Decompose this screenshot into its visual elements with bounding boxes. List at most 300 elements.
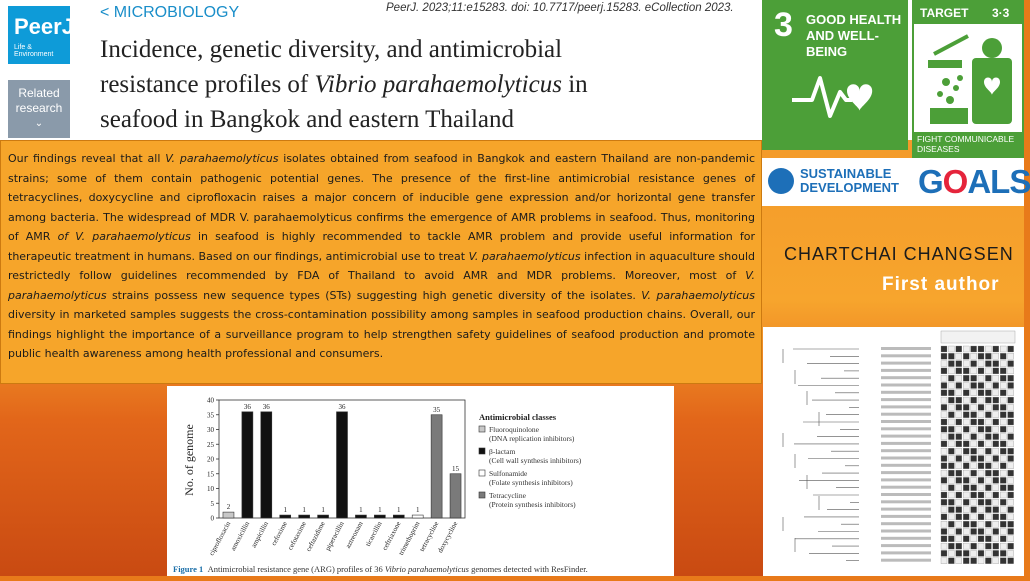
gene-cell — [985, 346, 991, 352]
gene-cell — [971, 514, 977, 520]
title-line-1: Incidence, genetic diversity, and antimicrobial — [100, 36, 563, 63]
bar-ticarcillin — [374, 515, 385, 518]
gene-cell — [985, 463, 991, 469]
gene-cell — [956, 536, 962, 542]
gene-cell — [941, 470, 947, 476]
gene-cell — [978, 383, 984, 389]
gene-cell — [978, 404, 984, 410]
gene-cell — [1000, 514, 1006, 520]
bar-ceftazidime — [318, 515, 329, 518]
phylogenetic-tree-figure — [763, 327, 1024, 576]
gene-cell — [971, 441, 977, 447]
sample-text-line — [881, 500, 931, 503]
gene-cell — [985, 441, 991, 447]
gene-cell — [985, 397, 991, 403]
gene-cell — [971, 368, 977, 374]
species-name: V. parahaemolyticus — [8, 269, 755, 302]
gene-cell — [985, 368, 991, 374]
gene-cell — [978, 507, 984, 513]
gene-cell — [956, 507, 962, 513]
gene-cell — [963, 390, 969, 396]
gene-cell — [971, 536, 977, 542]
gene-cell — [941, 529, 947, 535]
gene-cell — [985, 419, 991, 425]
gene-cell — [1008, 390, 1014, 396]
gene-cell — [1008, 368, 1014, 374]
gene-cell — [978, 463, 984, 469]
sample-text-line — [881, 559, 931, 562]
gene-cell — [963, 456, 969, 462]
gene-cell — [941, 463, 947, 469]
gene-cell — [963, 558, 969, 564]
gene-cell — [978, 470, 984, 476]
gene-cell — [963, 361, 969, 367]
gene-cell — [1000, 419, 1006, 425]
data-label: 1 — [397, 506, 401, 515]
sample-text-line — [881, 457, 931, 460]
gene-cell — [956, 492, 962, 498]
title-line-2a: resistance profiles of — [100, 71, 315, 98]
gene-cell — [948, 521, 954, 527]
sdg-goal-number: 3 — [774, 6, 793, 44]
gene-cell — [993, 529, 999, 535]
related-label-2: research — [15, 101, 63, 115]
logo-subtitle: Life & Environment — [14, 44, 54, 58]
gene-cell — [941, 346, 947, 352]
gene-cell — [956, 485, 962, 491]
sample-text-line — [881, 435, 931, 438]
gene-cell — [1000, 477, 1006, 483]
gene-cell — [971, 361, 977, 367]
abstract-run: infection in aquaculture should restrictedly follow guidelines recommended by FDA of Thailand to avoid AMR and MDR problems. Moreover, most of — [8, 249, 755, 282]
gene-cell — [993, 543, 999, 549]
gene-cell — [941, 368, 947, 374]
gene-cell — [1000, 361, 1006, 367]
gene-cell — [956, 353, 962, 359]
data-label: 36 — [243, 402, 251, 411]
gene-cell — [956, 397, 962, 403]
category-label: ceftazidime — [304, 520, 327, 553]
gene-cell — [978, 419, 984, 425]
sample-text-line — [881, 347, 931, 350]
sample-text-line — [881, 449, 931, 452]
related-label-1: Related — [18, 86, 60, 100]
gene-cell — [941, 390, 947, 396]
gene-cell — [948, 514, 954, 520]
gene-cell — [941, 514, 947, 520]
gene-cell — [963, 477, 969, 483]
gene-cell — [1000, 368, 1006, 374]
gene-cell — [985, 477, 991, 483]
gene-header — [941, 331, 1015, 343]
gene-cell — [993, 536, 999, 542]
related-research-button[interactable] — [8, 80, 70, 138]
gene-cell — [963, 485, 969, 491]
gene-cell — [948, 529, 954, 535]
gene-cell — [985, 426, 991, 432]
gene-cell — [993, 485, 999, 491]
gene-cell — [993, 426, 999, 432]
gene-cell — [948, 361, 954, 367]
abstract-run: diversity in marketed samples suggests the cross-contamination possibility among samples in seafood production chains. Overall, our findings highlight the importance of a surveillance program to help strengthen safety guidelines of seafood production and promote public health awareness among health professional and consumers. — [8, 308, 755, 360]
gene-cell — [941, 558, 947, 564]
logo-name: PeerJ — [14, 14, 74, 39]
sample-text-line — [881, 398, 931, 401]
gene-cell — [1000, 353, 1006, 359]
gene-cell — [1000, 470, 1006, 476]
gene-cell — [1008, 404, 1014, 410]
gene-cell — [1008, 426, 1014, 432]
gene-cell — [941, 550, 947, 556]
sample-text-line — [881, 376, 931, 379]
author-name: CHARTCHAI CHANGSEN — [784, 244, 1014, 264]
gene-cell — [1008, 521, 1014, 527]
data-label: 1 — [321, 506, 325, 515]
gene-cell — [978, 426, 984, 432]
gene-cell — [941, 485, 947, 491]
sample-text-line — [881, 354, 931, 357]
gene-cell — [1000, 434, 1006, 440]
gene-cell — [1008, 507, 1014, 513]
gene-cell — [993, 390, 999, 396]
gene-cell — [948, 558, 954, 564]
gene-cell — [1008, 543, 1014, 549]
gene-cell — [948, 448, 954, 454]
gene-cell — [985, 383, 991, 389]
species-name: of V. parahaemolyticus — [57, 230, 191, 243]
gene-cell — [978, 550, 984, 556]
sample-text-line — [881, 464, 931, 467]
gene-cell — [985, 485, 991, 491]
y-tick-label: 40 — [207, 396, 214, 405]
gene-cell — [941, 456, 947, 462]
y-tick-label: 25 — [207, 440, 214, 449]
gene-cell — [956, 477, 962, 483]
gene-cell — [978, 529, 984, 535]
gene-cell — [941, 434, 947, 440]
bar-amoxicillin — [242, 412, 253, 518]
gene-cell — [1000, 375, 1006, 381]
bar-ciprofloxacin — [223, 512, 234, 518]
gene-cell — [963, 521, 969, 527]
gene-cell — [971, 375, 977, 381]
gene-cell — [1000, 463, 1006, 469]
gene-cell — [985, 514, 991, 520]
gene-cell — [956, 470, 962, 476]
legend-label: Tetracycline — [489, 491, 526, 500]
gene-cell — [1000, 397, 1006, 403]
y-tick-label: 5 — [210, 499, 214, 508]
gene-cell — [956, 499, 962, 505]
gene-cell — [948, 404, 954, 410]
category-label: ceftriaxone — [380, 520, 403, 552]
gene-cell — [993, 441, 999, 447]
sample-text-line — [881, 486, 931, 489]
gene-cell — [971, 492, 977, 498]
gene-cell — [948, 368, 954, 374]
y-tick-label: 0 — [210, 514, 214, 523]
figure-1-panel — [167, 386, 674, 576]
gene-cell — [993, 499, 999, 505]
gene-cell — [971, 470, 977, 476]
gene-cell — [1008, 456, 1014, 462]
sample-text-line — [881, 391, 931, 394]
gene-cell — [963, 550, 969, 556]
gene-cell — [956, 426, 962, 432]
category-label: tetracycline — [417, 520, 441, 553]
gene-cell — [1000, 456, 1006, 462]
gene-cell — [993, 361, 999, 367]
gene-cell — [971, 397, 977, 403]
species-name: V. parahaemolyticus — [468, 249, 581, 263]
sample-text-line — [881, 551, 931, 554]
gene-cell — [1008, 536, 1014, 542]
gene-cell — [978, 375, 984, 381]
gene-cell — [941, 397, 947, 403]
gene-cell — [971, 390, 977, 396]
legend-label: Fluoroquinolone — [489, 425, 539, 434]
gene-cell — [971, 353, 977, 359]
gene-cell — [1008, 375, 1014, 381]
gene-cell — [978, 521, 984, 527]
data-label: 36 — [338, 402, 346, 411]
gene-cell — [948, 463, 954, 469]
sample-text-line — [881, 544, 931, 547]
sample-text-line — [881, 493, 931, 496]
gene-cell — [941, 521, 947, 527]
sample-text-line — [881, 471, 931, 474]
sdg-banner-words: SUSTAINABLE DEVELOPMENT — [800, 166, 899, 195]
author-role: First author — [882, 274, 1000, 295]
sdg-banner — [762, 158, 1030, 206]
article-header — [0, 0, 762, 140]
gene-cell — [948, 536, 954, 542]
gene-cell — [963, 397, 969, 403]
gene-cell — [978, 397, 984, 403]
gene-cell — [956, 514, 962, 520]
chart-bars — [208, 403, 461, 557]
gene-cell — [1000, 507, 1006, 513]
sample-text-line — [881, 537, 931, 540]
sample-text-line — [881, 413, 931, 416]
gene-cell — [978, 361, 984, 367]
category-label: ciprofloxacin — [207, 520, 233, 557]
y-tick-label: 30 — [207, 426, 214, 434]
gene-cell — [941, 361, 947, 367]
gene-cell — [956, 448, 962, 454]
gene-cell — [978, 485, 984, 491]
data-label: 36 — [262, 402, 270, 411]
gene-cell — [993, 368, 999, 374]
gene-cell — [1008, 492, 1014, 498]
bar-cefoxime — [280, 515, 291, 518]
gene-cell — [978, 543, 984, 549]
sdg-target-tile — [912, 0, 1024, 158]
gene-cell — [956, 346, 962, 352]
gene-cell — [963, 346, 969, 352]
gene-cell — [993, 521, 999, 527]
gene-cell — [971, 529, 977, 535]
gene-cell — [956, 529, 962, 535]
bar-cefotaxime — [299, 515, 310, 518]
gene-cell — [963, 404, 969, 410]
gene-cell — [1000, 441, 1006, 447]
gene-cell — [963, 514, 969, 520]
gene-cell — [1008, 514, 1014, 520]
gene-cell — [978, 456, 984, 462]
legend-sublabel: (Cell wall synthesis inhibitors) — [489, 456, 582, 465]
gene-cell — [1000, 426, 1006, 432]
phylogenetic-tree-panel — [763, 327, 1024, 576]
gene-cell — [963, 463, 969, 469]
gene-cell — [985, 361, 991, 367]
gene-cell — [1008, 463, 1014, 469]
category-label: amoxicillin — [229, 520, 252, 553]
gene-cell — [948, 543, 954, 549]
gene-cell — [993, 514, 999, 520]
chart-legend — [479, 412, 582, 509]
gene-cell — [948, 499, 954, 505]
gene-cell — [985, 521, 991, 527]
title-line-3: seafood in Bangkok and eastern Thailand — [100, 106, 515, 133]
gene-cell — [956, 521, 962, 527]
gene-cell — [978, 434, 984, 440]
species-name: V. parahaemolyticus — [641, 288, 755, 302]
gene-cell — [978, 514, 984, 520]
gene-cell — [985, 499, 991, 505]
gene-cell — [971, 434, 977, 440]
gene-cell — [963, 368, 969, 374]
gene-cell — [971, 499, 977, 505]
gene-cell — [1008, 485, 1014, 491]
gene-cell — [993, 353, 999, 359]
gene-cell — [1000, 543, 1006, 549]
gene-cell — [993, 346, 999, 352]
gene-cell — [941, 404, 947, 410]
bar-doxycycline — [450, 474, 461, 518]
gene-cell — [963, 434, 969, 440]
sample-text-line — [881, 427, 931, 430]
gene-cell — [1000, 448, 1006, 454]
gene-cell — [985, 456, 991, 462]
target-header — [914, 2, 1022, 24]
gene-cell — [971, 477, 977, 483]
sample-text-line — [881, 384, 931, 387]
data-label: 1 — [283, 506, 287, 515]
un-emblem-icon — [768, 168, 794, 194]
gene-cell — [993, 375, 999, 381]
legend-label: Sulfonamide — [489, 469, 528, 478]
gene-cell — [1008, 550, 1014, 556]
sdg-goal-title: GOOD HEALTH AND WELL-BEING — [806, 12, 902, 59]
sample-text-line — [881, 369, 931, 372]
gene-cell — [978, 499, 984, 505]
gene-cell — [948, 412, 954, 418]
gene-cell — [963, 441, 969, 447]
gene-cell — [948, 441, 954, 447]
gene-cell — [971, 419, 977, 425]
gene-cell — [993, 448, 999, 454]
gene-cell — [948, 470, 954, 476]
gene-cell — [971, 558, 977, 564]
category-label: cefoxime — [269, 520, 289, 547]
sample-text-line — [881, 508, 931, 511]
gene-cell — [985, 529, 991, 535]
heartbeat-icon — [790, 62, 886, 122]
peerj-logo[interactable] — [8, 6, 74, 64]
gene-cell — [963, 383, 969, 389]
gene-cell — [971, 426, 977, 432]
gene-cell — [971, 383, 977, 389]
gene-cell — [1000, 550, 1006, 556]
gene-cell — [993, 434, 999, 440]
data-label: 15 — [452, 464, 460, 473]
gene-cell — [956, 441, 962, 447]
gene-cell — [948, 477, 954, 483]
gene-cell — [948, 375, 954, 381]
gene-cell — [941, 448, 947, 454]
gene-cell — [985, 492, 991, 498]
data-label: 1 — [302, 506, 306, 515]
gene-cell — [978, 368, 984, 374]
gene-cell — [956, 434, 962, 440]
gene-cell — [1000, 485, 1006, 491]
gene-cell — [963, 448, 969, 454]
gene-cell — [1000, 346, 1006, 352]
gene-cell — [956, 419, 962, 425]
gene-cell — [941, 412, 947, 418]
gene-cell — [956, 383, 962, 389]
gene-cell — [1008, 434, 1014, 440]
gene-cell — [971, 448, 977, 454]
gene-cell — [948, 390, 954, 396]
gene-cell — [993, 558, 999, 564]
bar-piperacillin — [337, 412, 348, 518]
legend-sublabel: (Folate synthesis inhibitors) — [489, 478, 573, 487]
gene-cell — [1008, 353, 1014, 359]
gene-cell — [993, 383, 999, 389]
gene-cell — [978, 558, 984, 564]
arg-bar-chart — [167, 386, 674, 562]
abstract-run: Our findings reveal that all — [8, 152, 166, 165]
gene-cell — [978, 441, 984, 447]
category-label: ticarcillin — [363, 520, 384, 548]
sdg-goal-3-tile — [762, 0, 908, 150]
bar-ceftriaxone — [393, 515, 404, 518]
gene-cell — [1008, 470, 1014, 476]
gene-cell — [1000, 412, 1006, 418]
gene-cell — [978, 390, 984, 396]
gene-cell — [1008, 346, 1014, 352]
breadcrumb-microbiology[interactable]: < MICROBIOLOGY — [100, 4, 240, 21]
sample-text-line — [881, 442, 931, 445]
gene-cell — [941, 353, 947, 359]
gene-cell — [993, 456, 999, 462]
goals-wordmark: GOALS — [918, 163, 1030, 200]
gene-cell — [1000, 529, 1006, 535]
gene-cell — [948, 434, 954, 440]
gene-cell — [956, 390, 962, 396]
gene-cell — [971, 521, 977, 527]
chevron-down-icon: ⌄ — [34, 118, 44, 129]
gene-cell — [985, 470, 991, 476]
bar-tetracycline — [431, 415, 442, 518]
gene-cell — [1008, 412, 1014, 418]
target-footer: FIGHT COMMUNICABLE DISEASES — [914, 132, 1022, 156]
gene-cell — [1008, 383, 1014, 389]
gene-cell — [948, 397, 954, 403]
gene-cell — [971, 507, 977, 513]
